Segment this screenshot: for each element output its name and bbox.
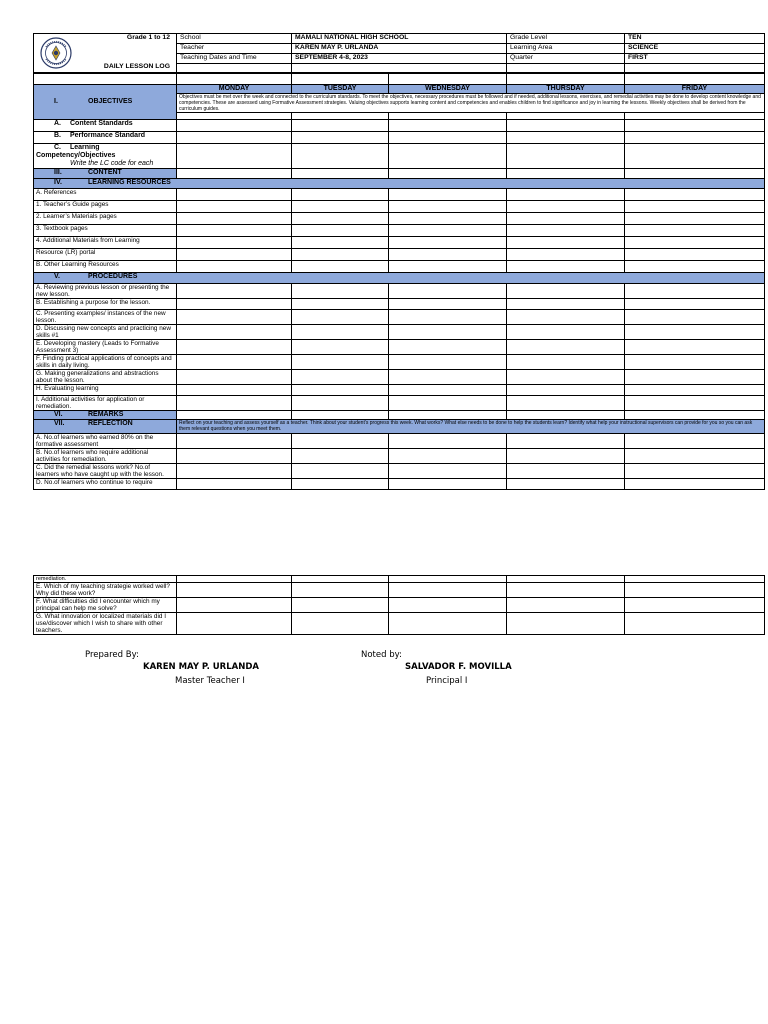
- reflection-row-label: G. What innovation or localized materials did I use/discover which I wish to share with other teachers.: [34, 613, 177, 635]
- entry-cell[interactable]: [625, 385, 765, 396]
- entry-cell[interactable]: [177, 325, 292, 340]
- entry-cell[interactable]: [177, 213, 292, 225]
- entry-cell[interactable]: [507, 464, 625, 479]
- entry-cell[interactable]: [389, 411, 507, 420]
- header-table: [33, 33, 765, 74]
- entry-cell[interactable]: [389, 299, 507, 310]
- deped-seal-icon: [40, 37, 72, 69]
- entry-cell[interactable]: [507, 261, 625, 273]
- entry-cell[interactable]: [625, 598, 765, 613]
- grade-level-label: Grade Level: [507, 34, 625, 44]
- entry-cell[interactable]: [507, 120, 625, 132]
- reflection-row-label: A. No.of learners who earned 80% on the formative assessment: [34, 434, 177, 449]
- entry-cell[interactable]: [625, 189, 765, 201]
- entry-cell[interactable]: [625, 355, 765, 370]
- procedure-row-label: C. Presenting examples/ instances of the new lesson.: [34, 310, 177, 325]
- entry-cell[interactable]: [507, 132, 625, 144]
- entry-cell[interactable]: [625, 201, 765, 213]
- entry-cell[interactable]: [625, 396, 765, 411]
- entry-cell[interactable]: [507, 449, 625, 464]
- entry-cell[interactable]: [389, 576, 507, 583]
- entry-cell[interactable]: [292, 237, 389, 249]
- entry-cell[interactable]: [177, 310, 292, 325]
- entry-cell[interactable]: [389, 225, 507, 237]
- entry-cell[interactable]: [625, 340, 765, 355]
- entry-cell[interactable]: [389, 261, 507, 273]
- entry-cell[interactable]: [625, 132, 765, 144]
- resource-row-label: 2. Learner’s Materials pages: [34, 213, 177, 225]
- quarter-value: FIRST: [625, 54, 765, 64]
- entry-cell[interactable]: [292, 355, 389, 370]
- entry-cell[interactable]: [292, 396, 389, 411]
- entry-cell[interactable]: [389, 598, 507, 613]
- procedure-row-label: H. Evaluating learning: [34, 385, 177, 396]
- reflection-row-label: D. No.of learners who continue to require: [34, 479, 177, 490]
- grade-level-value: TEN: [625, 34, 765, 44]
- reflection-row-label: F. What difficulties did I encounter which my principal can help me solve?: [34, 598, 177, 613]
- resource-row-label: B. Other Learning Resources: [34, 261, 177, 273]
- entry-cell[interactable]: [507, 299, 625, 310]
- dates-value: SEPTEMBER 4-8, 2023: [292, 54, 507, 64]
- entry-cell[interactable]: [625, 464, 765, 479]
- entry-cell[interactable]: [507, 144, 625, 169]
- entry-cell[interactable]: [389, 284, 507, 299]
- procedure-row-label: E. Developing mastery (Leads to Formative Assessment 3): [34, 340, 177, 355]
- lesson-log-continuation-table: [33, 575, 765, 635]
- resource-row-label: Resource (LR) portal: [34, 249, 177, 261]
- entry-cell[interactable]: [507, 613, 625, 635]
- day-thursday: THURSDAY: [507, 85, 625, 94]
- objectives-heading: I. OBJECTIVES: [34, 85, 177, 120]
- quarter-label: Quarter: [507, 54, 625, 64]
- entry-cell[interactable]: [507, 284, 625, 299]
- entry-cell[interactable]: [389, 449, 507, 464]
- entry-cell[interactable]: [507, 189, 625, 201]
- entry-cell[interactable]: [177, 132, 292, 144]
- entry-cell[interactable]: [625, 613, 765, 635]
- entry-cell[interactable]: [507, 169, 625, 179]
- entry-cell[interactable]: [389, 310, 507, 325]
- entry-cell[interactable]: [292, 225, 389, 237]
- entry-cell[interactable]: [292, 598, 389, 613]
- reflection-row-label: B. No.of learners who require additional activities for remediation.: [34, 449, 177, 464]
- entry-cell[interactable]: [507, 310, 625, 325]
- entry-cell[interactable]: [292, 583, 389, 598]
- entry-cell[interactable]: [177, 583, 292, 598]
- entry-cell[interactable]: [177, 201, 292, 213]
- resource-row-label: 3. Textbook pages: [34, 225, 177, 237]
- entry-cell[interactable]: [507, 225, 625, 237]
- entry-cell[interactable]: [389, 464, 507, 479]
- procedure-row-label: D. Discussing new concepts and practicing new skills #1: [34, 325, 177, 340]
- entry-cell[interactable]: [177, 613, 292, 635]
- procedure-row-label: G. Making generalizations and abstractions about the lesson.: [34, 370, 177, 385]
- entry-cell[interactable]: [389, 249, 507, 261]
- entry-cell[interactable]: [507, 434, 625, 449]
- reflection-row-label: E. Which of my teaching strategie worked well? Why did these work?: [34, 583, 177, 598]
- entry-cell[interactable]: [177, 189, 292, 201]
- school-value: MAMALI NATIONAL HIGH SCHOOL: [292, 34, 507, 44]
- entry-cell[interactable]: [625, 213, 765, 225]
- entry-cell[interactable]: [389, 237, 507, 249]
- entry-cell[interactable]: [625, 299, 765, 310]
- entry-cell[interactable]: [177, 299, 292, 310]
- performance-standard-label: B. Performance Standard: [34, 132, 177, 144]
- prepared-by-name: KAREN MAY P. URLANDA: [143, 662, 259, 672]
- entry-cell[interactable]: [292, 613, 389, 635]
- learning-competency-label: C. Learning Competency/Objectives Write the LC code for each: [34, 144, 177, 169]
- grade-range: Grade 1 to 12: [126, 34, 170, 41]
- day-tuesday: TUESDAY: [292, 85, 389, 94]
- prepared-by-label: Prepared By:: [85, 650, 139, 660]
- entry-cell[interactable]: [389, 613, 507, 635]
- procedure-row-label: I. Additional activities for application or remediation.: [34, 396, 177, 411]
- entry-cell[interactable]: [292, 189, 389, 201]
- entry-cell[interactable]: [625, 434, 765, 449]
- entry-cell[interactable]: [507, 355, 625, 370]
- day-wednesday: WEDNESDAY: [389, 85, 507, 94]
- entry-cell[interactable]: [177, 434, 292, 449]
- entry-cell[interactable]: [177, 284, 292, 299]
- entry-cell[interactable]: [389, 201, 507, 213]
- entry-cell[interactable]: [625, 225, 765, 237]
- entry-cell[interactable]: [625, 583, 765, 598]
- teacher-value: KAREN MAY P. URLANDA: [292, 44, 507, 54]
- entry-cell[interactable]: [389, 213, 507, 225]
- entry-cell[interactable]: [177, 370, 292, 385]
- entry-cell[interactable]: [625, 144, 765, 169]
- entry-cell[interactable]: [507, 396, 625, 411]
- entry-cell[interactable]: [389, 340, 507, 355]
- remarks-heading: VI. REMARKS: [34, 411, 177, 420]
- entry-cell[interactable]: [177, 340, 292, 355]
- entry-cell[interactable]: [625, 310, 765, 325]
- entry-cell[interactable]: [507, 411, 625, 420]
- entry-cell[interactable]: [292, 284, 389, 299]
- log-title: DAILY LESSON LOG: [103, 63, 170, 70]
- entry-cell[interactable]: [507, 249, 625, 261]
- entry-cell[interactable]: [292, 144, 389, 169]
- entry-cell[interactable]: [389, 385, 507, 396]
- entry-cell[interactable]: [507, 325, 625, 340]
- entry-cell[interactable]: [292, 434, 389, 449]
- entry-cell[interactable]: [292, 132, 389, 144]
- lesson-log-table: [33, 72, 765, 490]
- reflection-row-label: C. Did the remedial lessons work? No.of learners who have caught up with the lesson.: [34, 464, 177, 479]
- resource-row-label: 4. Additional Materials from Learning: [34, 237, 177, 249]
- entry-cell[interactable]: [292, 261, 389, 273]
- entry-cell[interactable]: [507, 237, 625, 249]
- entry-cell[interactable]: [389, 144, 507, 169]
- entry-cell[interactable]: [625, 576, 765, 583]
- entry-cell[interactable]: [389, 479, 507, 490]
- reflection-row-label: remediation.: [34, 576, 177, 583]
- entry-cell[interactable]: [177, 261, 292, 273]
- entry-cell[interactable]: [625, 411, 765, 420]
- prepared-by-title: Master Teacher I: [175, 676, 245, 686]
- entry-cell[interactable]: [507, 576, 625, 583]
- entry-cell[interactable]: [177, 479, 292, 490]
- entry-cell[interactable]: [177, 411, 292, 420]
- entry-cell[interactable]: [389, 189, 507, 201]
- entry-cell[interactable]: [625, 370, 765, 385]
- entry-cell[interactable]: [292, 464, 389, 479]
- entry-cell[interactable]: [625, 237, 765, 249]
- entry-cell[interactable]: [507, 385, 625, 396]
- entry-cell[interactable]: [292, 249, 389, 261]
- reflection-note: Reflect on your teaching and assess yourself as a teacher. Think about your student’s progress this week. What works? What else needs to be done to help the students learn? Identify what help your instructional supervisors can provide for you so you can ask them relevant questions when you meet them.: [177, 420, 765, 434]
- entry-cell[interactable]: [389, 583, 507, 598]
- entry-cell[interactable]: [389, 169, 507, 179]
- procedure-row-label: A. Reviewing previous lesson or presenting the new lesson.: [34, 284, 177, 299]
- entry-cell[interactable]: [177, 355, 292, 370]
- entry-cell[interactable]: [292, 479, 389, 490]
- blank-row: [34, 73, 177, 85]
- entry-cell[interactable]: [389, 325, 507, 340]
- noted-by-title: Principal I: [426, 676, 468, 686]
- entry-cell[interactable]: [625, 479, 765, 490]
- entry-cell[interactable]: [177, 237, 292, 249]
- entry-cell[interactable]: [625, 325, 765, 340]
- entry-cell[interactable]: [507, 340, 625, 355]
- entry-cell[interactable]: [625, 120, 765, 132]
- entry-cell[interactable]: [292, 576, 389, 583]
- objectives-note: Objectives must be met over the week and connected to the curriculum standards. To meet the objectives, necessary procedures must be followed and if needed, additional lessons, exercises, and remedial activities may be done to develop content knowledge and competencies. These are assessed using Formative Assessment strategies. Valuing objectives supports learning content and competencies and enables children to find significance and joy in learning the lessons. Weekly objectives shall be derived from the curriculum guides.: [177, 94, 765, 113]
- entry-cell[interactable]: [177, 449, 292, 464]
- entry-cell[interactable]: [292, 370, 389, 385]
- reflection-heading: VII. REFLECTION: [34, 420, 177, 434]
- entry-cell[interactable]: [292, 169, 389, 179]
- resource-row-label: A. References: [34, 189, 177, 201]
- seal-cell: [34, 34, 177, 74]
- procedure-row-label: B. Establishing a purpose for the lesson.: [34, 299, 177, 310]
- entry-cell[interactable]: [389, 355, 507, 370]
- entry-cell[interactable]: [177, 120, 292, 132]
- entry-cell[interactable]: [507, 598, 625, 613]
- content-standards-label: A. Content Standards: [34, 120, 177, 132]
- entry-cell[interactable]: [177, 576, 292, 583]
- noted-by-name: SALVADOR F. MOVILLA: [405, 662, 512, 672]
- entry-cell[interactable]: [625, 284, 765, 299]
- noted-by-label: Noted by:: [361, 650, 402, 660]
- entry-cell[interactable]: [389, 132, 507, 144]
- entry-cell[interactable]: [292, 340, 389, 355]
- learning-area-value: SCIENCE: [625, 44, 765, 54]
- entry-cell[interactable]: [507, 583, 625, 598]
- entry-cell[interactable]: [625, 449, 765, 464]
- entry-cell[interactable]: [177, 249, 292, 261]
- dates-label: Teaching Dates and Time: [177, 54, 292, 64]
- entry-cell[interactable]: [177, 169, 292, 179]
- entry-cell[interactable]: [389, 396, 507, 411]
- entry-cell[interactable]: [177, 385, 292, 396]
- day-friday: FRIDAY: [625, 85, 765, 94]
- resource-row-label: 1. Teacher’s Guide pages: [34, 201, 177, 213]
- content-heading: III. CONTENT: [34, 169, 177, 179]
- entry-cell[interactable]: [292, 201, 389, 213]
- entry-cell[interactable]: [292, 213, 389, 225]
- day-monday: MONDAY: [177, 85, 292, 94]
- procedures-heading: V. PROCEDURES: [34, 273, 765, 284]
- entry-cell[interactable]: [292, 325, 389, 340]
- entry-cell[interactable]: [177, 225, 292, 237]
- entry-cell[interactable]: [292, 411, 389, 420]
- learning-area-label: Learning Area: [507, 44, 625, 54]
- entry-cell[interactable]: [625, 249, 765, 261]
- teacher-label: Teacher: [177, 44, 292, 54]
- entry-cell[interactable]: [292, 310, 389, 325]
- entry-cell[interactable]: [292, 449, 389, 464]
- entry-cell[interactable]: [177, 144, 292, 169]
- entry-cell[interactable]: [292, 120, 389, 132]
- entry-cell[interactable]: [389, 120, 507, 132]
- entry-cell[interactable]: [625, 261, 765, 273]
- entry-cell[interactable]: [507, 370, 625, 385]
- entry-cell[interactable]: [177, 464, 292, 479]
- entry-cell[interactable]: [292, 299, 389, 310]
- entry-cell[interactable]: [292, 385, 389, 396]
- lc-code-note: Write the LC code for each: [70, 160, 154, 167]
- procedure-row-label: F. Finding practical applications of concepts and skills in daily living.: [34, 355, 177, 370]
- entry-cell[interactable]: [507, 479, 625, 490]
- entry-cell[interactable]: [177, 396, 292, 411]
- entry-cell[interactable]: [389, 370, 507, 385]
- entry-cell[interactable]: [389, 434, 507, 449]
- entry-cell[interactable]: [177, 598, 292, 613]
- entry-cell[interactable]: [507, 201, 625, 213]
- school-label: School: [177, 34, 292, 44]
- learning-resources-heading: IV. LEARNING RESOURCES: [34, 179, 765, 189]
- entry-cell[interactable]: [625, 169, 765, 179]
- entry-cell[interactable]: [507, 213, 625, 225]
